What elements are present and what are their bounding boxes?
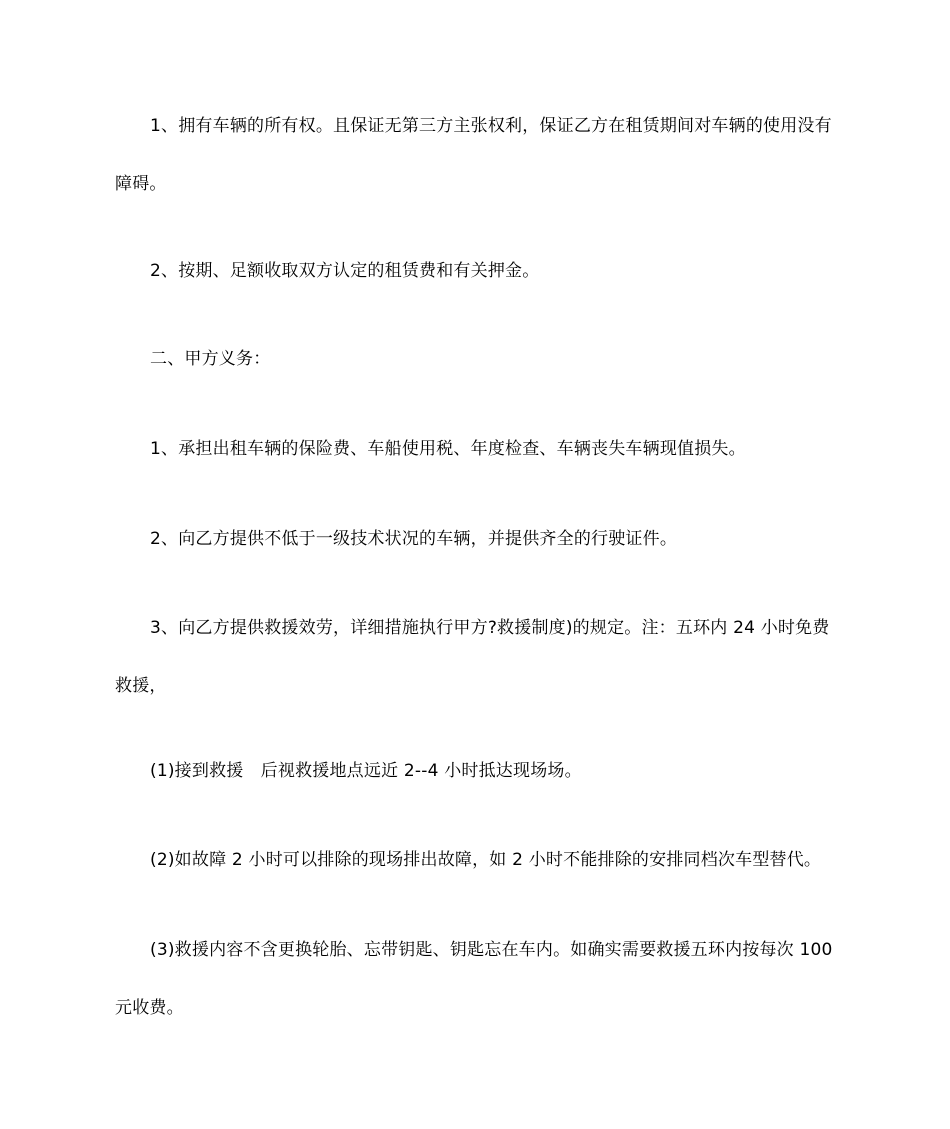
paragraph-rescue-item-1: (1)接到救援 后视救援地点远近 2--4 小时抵达现场场。 bbox=[150, 761, 582, 781]
paragraph-owner-rights: 1、拥有车辆的所有权。且保证无第三方主张权利，保证乙方在租赁期间对车辆的使用没有障碍。 bbox=[115, 116, 832, 194]
paragraph-insurance-costs: 1、承担出租车辆的保险费、车船使用税、年度检查、车辆丧失车辆现值损失。 bbox=[150, 439, 746, 459]
paragraph-collect-fees: 2、按期、足额收取双方认定的租赁费和有关押金。 bbox=[150, 261, 540, 281]
paragraph-vehicle-condition: 2、向乙方提供不低于一级技术状况的车辆，并提供齐全的行驶证件。 bbox=[150, 529, 678, 549]
paragraph-rescue-item-2: (2)如故障 2 小时可以排除的现场排出故障，如 2 小时不能排除的安排同档次车型替代。 bbox=[150, 850, 822, 870]
paragraph-rescue-item-3: (3)救援内容不含更换轮胎、忘带钥匙、钥匙忘在车内。如确实需要救援五环内按每次 100 元收费。 bbox=[115, 940, 833, 1018]
section-heading-party-a-obligations: 二、甲方义务： bbox=[150, 349, 271, 369]
paragraph-rescue-service: 3、向乙方提供救援效劳，详细措施执行甲方?救援制度)的规定。注：五环内 24 小时免费救援， bbox=[115, 618, 830, 696]
